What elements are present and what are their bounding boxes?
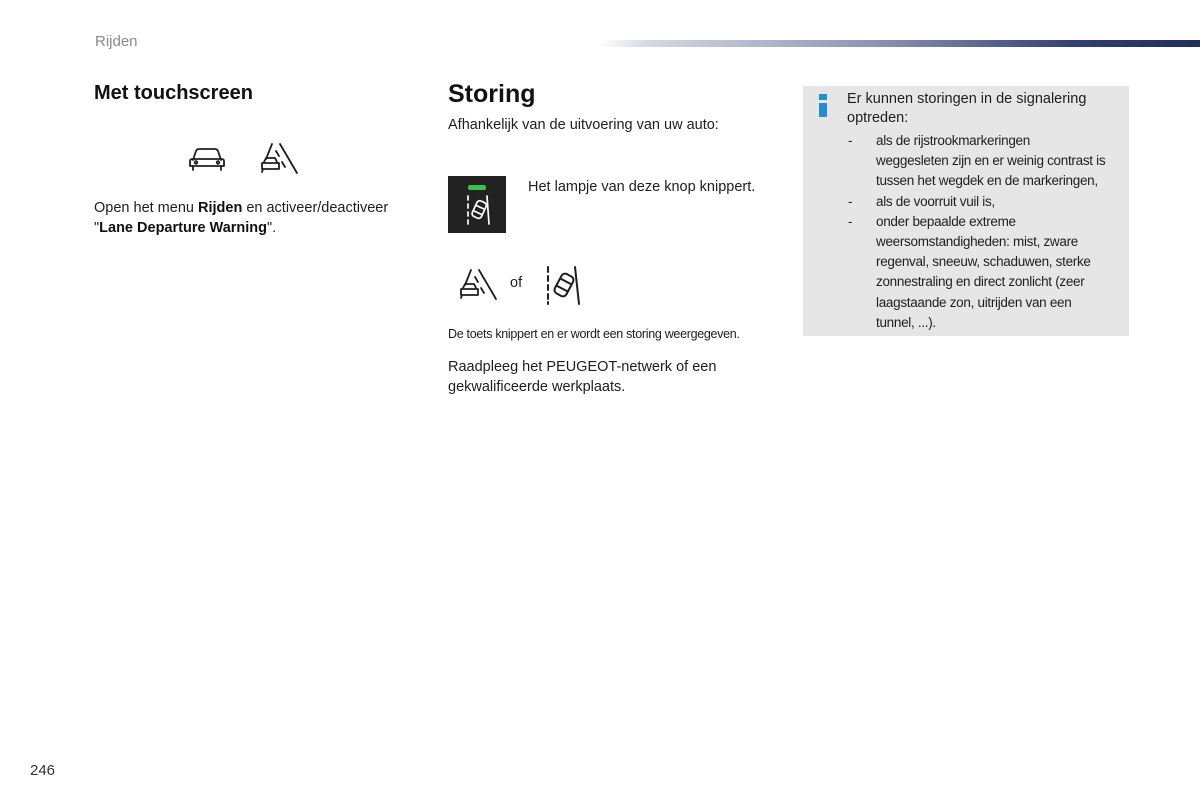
advice-line-2: gekwalificeerde werkplaats. <box>448 379 626 395</box>
list-item-line: weersomstandigheden: mist, zware <box>876 234 1078 250</box>
header-rule <box>600 40 1200 47</box>
list-item-line: regenval, sneeuw, schaduwen, sterke <box>876 254 1091 270</box>
list-item-line: tunnel, ...). <box>876 314 936 330</box>
info-icon <box>819 94 827 117</box>
lane-keeping-car-icon-alt <box>542 264 584 306</box>
list-marker: - <box>848 213 853 229</box>
info-box <box>803 86 1129 336</box>
list-item-line: als de voorruit vuil is, <box>876 193 995 209</box>
list-item <box>847 131 1127 192</box>
instruction-text-1: Open het menu <box>94 200 198 216</box>
list-item <box>847 192 1127 212</box>
lane-departure-icon-alt <box>457 267 501 301</box>
lane-keeping-car-icon <box>465 194 491 226</box>
storing-intro: Afhankelijk van de uitvoering van uw auto: <box>448 117 719 133</box>
storing-heading: Storing <box>448 80 536 108</box>
advice-line-1: Raadpleeg het PEUGEOT-netwerk of een <box>448 359 717 375</box>
list-marker: - <box>848 133 853 148</box>
list-item <box>847 212 1127 333</box>
advice-text <box>448 357 778 397</box>
page-number: 246 <box>30 762 56 779</box>
quote-open: " <box>94 220 100 236</box>
button-led-indicator <box>468 185 486 190</box>
quote-close: ". <box>267 220 277 236</box>
list-item-line: tussen het wegdek en de markeringen, <box>876 173 1098 189</box>
lane-departure-icon <box>258 141 302 175</box>
section-label: Rijden <box>95 33 138 50</box>
button-caption: Het lampje van deze knop knippert. <box>528 179 756 195</box>
list-item-line: als de rijstrookmarkeringen <box>876 133 1030 148</box>
list-item-line: zonnestraling en direct zonlicht (zeer <box>876 274 1085 290</box>
fault-note: De toets knippert en er wordt een storing weergegeven. <box>448 327 740 341</box>
feature-name-lane-departure-warning: Lane Departure Warning <box>99 220 268 236</box>
car-front-icon <box>186 142 228 174</box>
list-item-line: onder bepaalde extreme <box>876 213 1016 229</box>
touchscreen-instructions <box>94 198 424 238</box>
lane-keeping-button <box>448 176 506 233</box>
info-list <box>847 131 1127 333</box>
list-item-line: laagstaande zon, uitrijden van een <box>876 294 1072 310</box>
list-item-line: weggesleten zijn en er weinig contrast is <box>876 153 1106 169</box>
or-label: of <box>510 275 523 291</box>
menu-name-rijden: Rijden <box>198 200 243 216</box>
info-intro: Er kunnen storingen in de signalering optreden: <box>847 91 1087 126</box>
list-marker: - <box>848 193 853 209</box>
touchscreen-heading: Met touchscreen <box>94 82 253 104</box>
instruction-text-2: en activeer/deactiveer <box>242 200 389 216</box>
